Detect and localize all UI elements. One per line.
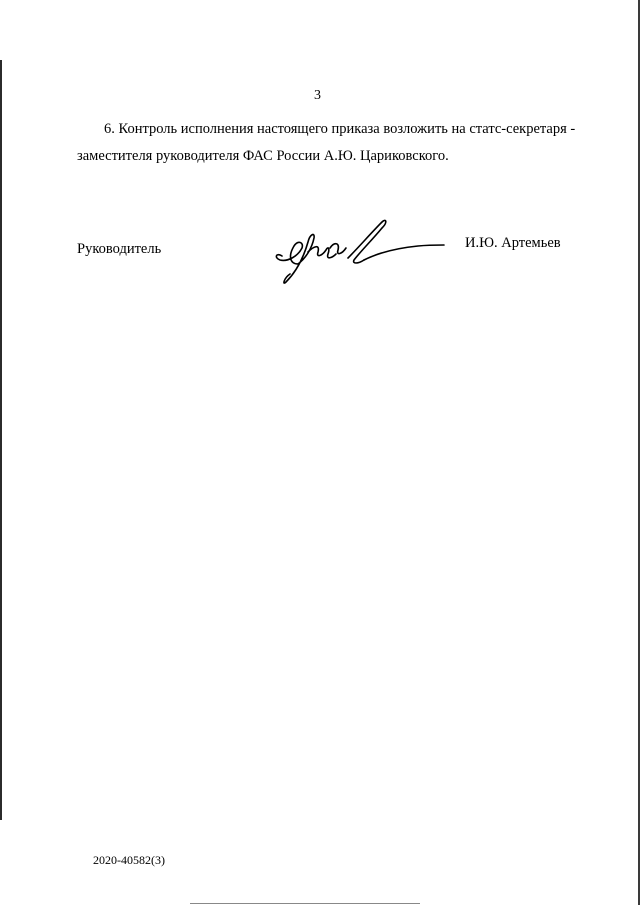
signatory-name: И.Ю. Артемьев: [465, 235, 561, 251]
order-paragraph: [77, 116, 576, 170]
scan-edge-bottom: [190, 903, 420, 904]
signatory-title: Руководитель: [77, 241, 162, 257]
paragraph-line-1: 6. Контроль исполнения настоящего приказа возложить на статс-секретаря -: [104, 121, 576, 137]
paragraph-line-2: заместителя руководителя ФАС России А.Ю. Цариковского.: [77, 148, 449, 164]
page-number: 3: [314, 88, 321, 103]
document-code: 2020-40582(3): [93, 853, 165, 867]
handwritten-signature: [268, 212, 448, 292]
scan-edge-left: [0, 60, 2, 820]
